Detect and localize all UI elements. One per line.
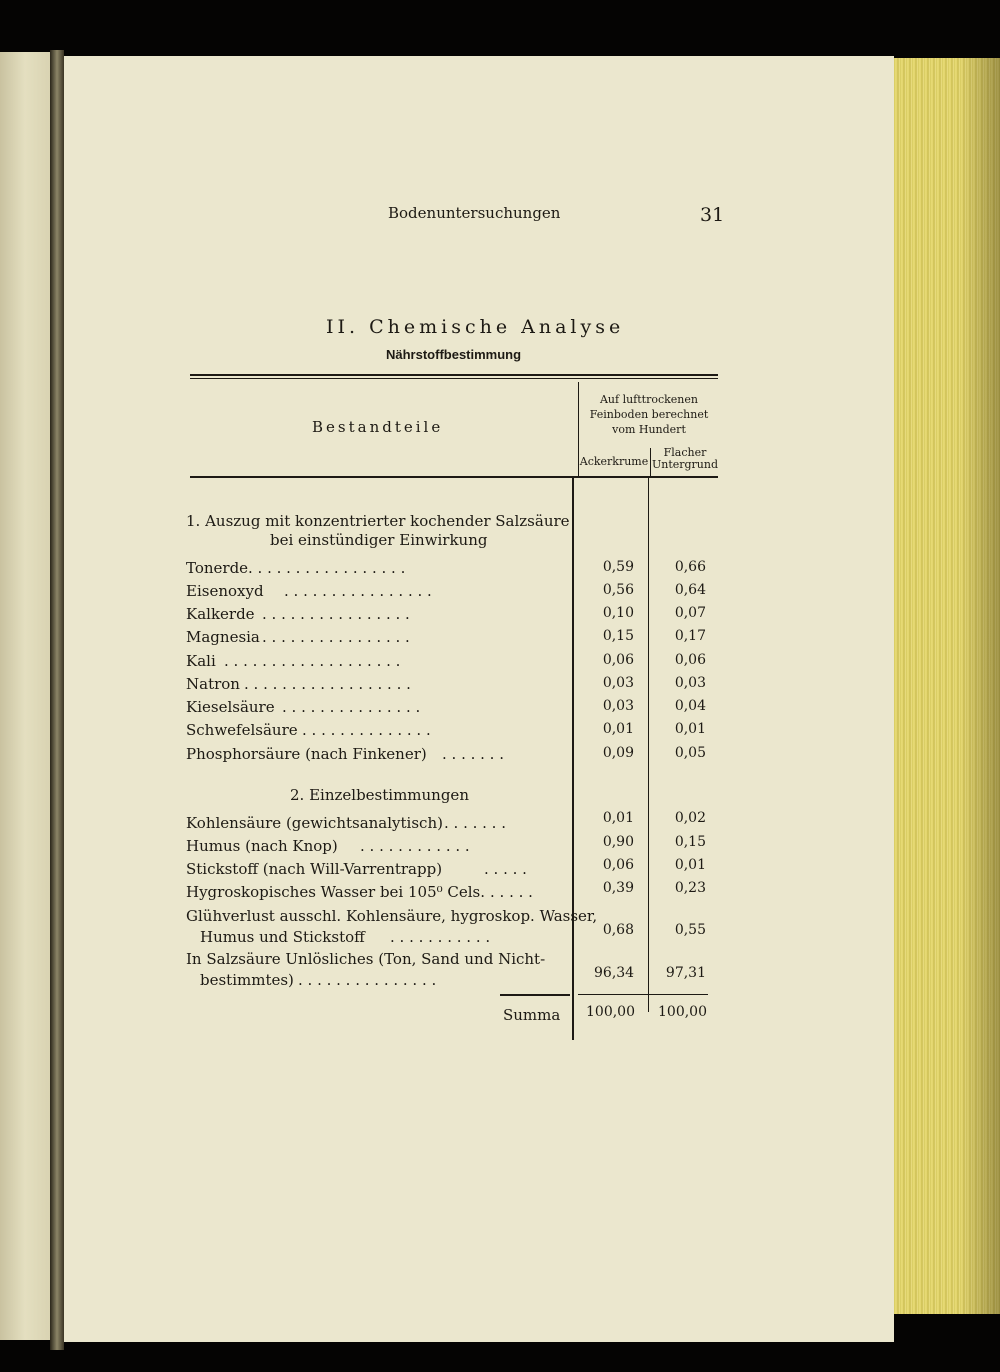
summa-rule-right xyxy=(578,994,708,995)
header-bottom-rule xyxy=(190,476,718,478)
group-header-line: Auf lufttrockenen xyxy=(599,393,698,406)
leader-dots: . . . . . . . . . . . . . . . . . . xyxy=(244,675,411,693)
value-ackerkrume: 0,03 xyxy=(602,698,634,714)
table-row xyxy=(186,559,406,577)
value-ackerkrume: 0,01 xyxy=(602,721,634,737)
col2-header-line: Flacher xyxy=(663,446,707,459)
value-untergrund: 0,64 xyxy=(674,582,706,598)
value-untergrund: 0,05 xyxy=(674,745,706,761)
value-untergrund: 0,66 xyxy=(674,559,706,575)
row-label: Kohlensäure (gewichtsanalytisch) xyxy=(186,814,443,832)
row-label: Stickstoff (nach Will-Varrentrapp) xyxy=(186,860,443,878)
leader-dots: . . . . . . . . . . . . . . . . xyxy=(262,605,410,623)
value-ackerkrume: 0,68 xyxy=(602,922,634,938)
row-label: Magnesia xyxy=(186,628,260,646)
table-top-rule xyxy=(190,374,718,376)
value-ackerkrume: 0,90 xyxy=(602,834,634,850)
row-label: Phosphorsäure (nach Finkener) xyxy=(186,745,427,763)
row-label: Schwefelsäure xyxy=(186,721,298,739)
value-ackerkrume: 0,59 xyxy=(602,559,634,575)
leader-dots: . . . . . . . xyxy=(442,745,504,763)
table-row xyxy=(186,860,527,878)
table-row xyxy=(186,675,411,693)
leader-dots: . . . . . . . . . . . . . . xyxy=(302,721,431,739)
value-untergrund: 97,31 xyxy=(665,965,706,981)
value-ackerkrume: 0,06 xyxy=(602,857,634,873)
left-page-edge xyxy=(0,52,50,1340)
row-label: Kalkerde xyxy=(186,605,255,623)
leader-dots: . . . . . . . . . . . xyxy=(390,928,491,946)
page-subtitle: Nährstoffbestimmung xyxy=(386,347,522,362)
value-ackerkrume: 0,39 xyxy=(602,880,634,896)
section-heading-1: 1. Auszug mit konzentrierter kochender Salzsäure xyxy=(186,512,570,530)
value-untergrund: 0,17 xyxy=(674,628,706,644)
table-row-line1: In Salzsäure Unlösliches (Ton, Sand und Nicht- xyxy=(186,950,546,968)
value-ackerkrume: 0,15 xyxy=(602,628,634,644)
table-row-line1: Glühverlust ausschl. Kohlensäure, hygroskop. Wasser, xyxy=(186,907,598,925)
table-row xyxy=(186,698,421,716)
table-row xyxy=(186,928,491,946)
leader-dots: . . . . . . . . . . . . xyxy=(360,837,470,855)
value-untergrund: 0,01 xyxy=(674,857,706,873)
leader-dots: . . . . . . . xyxy=(444,814,506,832)
table-row xyxy=(186,745,504,763)
table-row xyxy=(186,582,432,600)
row-label: Tonerde xyxy=(186,559,249,577)
value-ackerkrume: 0,01 xyxy=(602,810,634,826)
table-row xyxy=(186,721,431,739)
table-row xyxy=(186,605,410,623)
table-top-rule-thin xyxy=(190,378,718,379)
leader-dots: . . . . . xyxy=(484,860,527,878)
summa-ackerkrume: 100,00 xyxy=(586,1004,635,1020)
col2-header-line: Untergrund xyxy=(651,458,719,471)
page-number: 31 xyxy=(700,204,725,226)
column-header-ackerkrume: Ackerkrume xyxy=(579,455,649,468)
value-untergrund: 0,07 xyxy=(674,605,706,621)
value-ackerkrume: 0,06 xyxy=(602,652,634,668)
summa-untergrund: 100,00 xyxy=(658,1004,707,1020)
value-untergrund: 0,02 xyxy=(674,810,706,826)
row-label: Humus und Stickstoff xyxy=(200,928,365,946)
table-row xyxy=(186,883,533,901)
value-untergrund: 0,15 xyxy=(674,834,706,850)
column-header-bestandteile: Bestandteile xyxy=(312,418,444,436)
body-divider-columns xyxy=(648,478,649,1012)
book-gutter xyxy=(50,50,64,1350)
value-ackerkrume: 0,56 xyxy=(602,582,634,598)
value-untergrund: 0,04 xyxy=(674,698,706,714)
value-untergrund: 0,03 xyxy=(674,675,706,691)
value-ackerkrume: 0,09 xyxy=(602,745,634,761)
value-untergrund: 0,23 xyxy=(674,880,706,896)
section-heading-2: 2. Einzelbestimmungen xyxy=(290,786,469,804)
running-title: Bodenuntersuchungen xyxy=(388,204,561,222)
summa-label: Summa xyxy=(503,1006,561,1024)
leader-dots: . . . . . xyxy=(490,883,533,901)
page-title: II. Chemische Analyse xyxy=(326,316,625,338)
table-row xyxy=(186,628,410,646)
value-untergrund: 0,01 xyxy=(674,721,706,737)
leader-dots: . . . . . . . . . . . . . . . . xyxy=(284,582,432,600)
value-ackerkrume: 0,10 xyxy=(602,605,634,621)
leader-dots: . . . . . . . . . . . . . . . xyxy=(298,971,437,989)
row-label: Eisenoxyd xyxy=(186,582,264,600)
table-row xyxy=(186,652,401,670)
leader-dots: . . . . . . . . . . . . . . . . . xyxy=(248,559,406,577)
row-label: Humus (nach Knop) xyxy=(186,837,338,855)
leader-dots: . . . . . . . . . . . . . . . xyxy=(282,698,421,716)
value-untergrund: 0,06 xyxy=(674,652,706,668)
table-row xyxy=(186,837,470,855)
row-label: Kali xyxy=(186,652,216,670)
page-block-shadow xyxy=(960,58,1000,1314)
row-label: Hygroskopisches Wasser bei 105⁰ Cels. xyxy=(186,883,486,901)
value-ackerkrume: 0,03 xyxy=(602,675,634,691)
value-untergrund: 0,55 xyxy=(674,922,706,938)
row-label: Natron xyxy=(186,675,240,693)
value-ackerkrume: 96,34 xyxy=(594,965,635,981)
leader-dots: . . . . . . . . . . . . . . . . . . . xyxy=(224,652,401,670)
column-group-header xyxy=(580,392,718,437)
column-header-untergrund xyxy=(651,447,719,471)
body-divider-main xyxy=(572,478,574,1040)
leader-dots: . . . . . . . . . . . . . . . . xyxy=(262,628,410,646)
table-row xyxy=(186,971,437,989)
row-label: Kieselsäure xyxy=(186,698,275,716)
summa-rule xyxy=(500,994,570,996)
group-header-line: Feinboden berechnet xyxy=(589,408,709,421)
group-header-line: vom Hundert xyxy=(612,423,686,436)
table-row xyxy=(186,814,506,832)
section-heading-1-continued: bei einstündiger Einwirkung xyxy=(270,531,488,549)
row-label: bestimmtes) xyxy=(200,971,294,989)
